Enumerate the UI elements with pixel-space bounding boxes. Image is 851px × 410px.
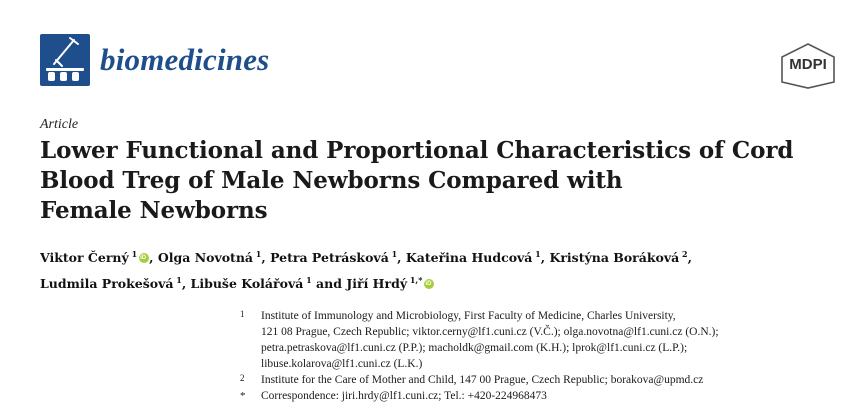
author-affiliation-mark: 1	[532, 249, 541, 259]
author-separator: ,	[181, 276, 191, 292]
author[interactable]: Olga Novotná	[157, 250, 254, 266]
affiliation	[240, 308, 820, 372]
author-separator: ,	[397, 250, 406, 266]
author-separator: ,	[261, 250, 271, 266]
affiliation-number: 2	[240, 373, 245, 383]
author-affiliation-mark: 1	[303, 275, 312, 286]
affiliation-line: Institute for the Care of Mother and Child, 147 00 Prague, Czech Republic; borakova@upmd.cz	[261, 374, 704, 386]
author-affiliation-mark: 1	[173, 275, 182, 286]
author-affiliation-mark: 2	[679, 249, 688, 259]
affiliation	[240, 372, 820, 388]
author[interactable]: Viktor Černý	[40, 250, 129, 266]
affiliation-line: libuse.kolarova@lf1.cuni.cz (L.K.)	[261, 358, 423, 370]
affiliation-number: *	[240, 390, 246, 402]
affiliation-line: petra.petraskova@lf1.cuni.cz (P.P.); macholdk@gmail.com (K.H.); lprok@lf1.cuni.cz (L.P.);	[261, 342, 688, 354]
author-separator: ,	[149, 250, 158, 266]
author[interactable]: Kristýna Boráková	[549, 250, 680, 266]
affiliation-line: 121 08 Prague, Czech Republic; viktor.cerny@lf1.cuni.cz (V.Č.); olga.novotna@lf1.cuni.cz (O.N.);	[261, 326, 719, 338]
author[interactable]: Jiří Hrdý	[346, 276, 408, 292]
author[interactable]: Petra Petrásková	[270, 250, 389, 266]
author-list	[40, 243, 830, 295]
journal-logo-icon	[40, 34, 90, 86]
author-affiliation-mark: 1	[128, 249, 138, 259]
author-affiliation-mark: 1	[388, 249, 398, 259]
author-affiliation-mark: 1,*	[407, 275, 423, 286]
article-type: Article	[40, 117, 79, 132]
author[interactable]: Ludmila Prokešová	[40, 276, 174, 292]
orcid-icon[interactable]	[424, 279, 434, 289]
author-separator: ,	[687, 250, 692, 266]
affiliation-list	[240, 308, 820, 404]
author-separator: and	[311, 276, 347, 292]
affiliation-number: 1	[240, 309, 245, 319]
orcid-icon[interactable]	[139, 253, 149, 263]
publisher-name: MDPI	[789, 56, 827, 73]
affiliation-line: Institute of Immunology and Microbiology, First Faculty of Medicine, Charles University,	[261, 310, 676, 322]
article-title: Lower Functional and Proportional Characteristics of Cord Blood Treg of Male Newborns Compared with Female Newborns	[40, 137, 794, 224]
author[interactable]: Kateřina Hudcová	[405, 250, 533, 266]
journal-name: biomedicines	[100, 42, 270, 77]
author-affiliation-mark: 1	[253, 249, 262, 259]
affiliation	[240, 388, 820, 404]
affiliation-line: Correspondence: jiri.hrdy@lf1.cuni.cz; Tel.: +420-224968473	[261, 390, 547, 402]
author[interactable]: Libuše Kolářová	[190, 276, 304, 292]
author-separator: ,	[540, 250, 550, 266]
